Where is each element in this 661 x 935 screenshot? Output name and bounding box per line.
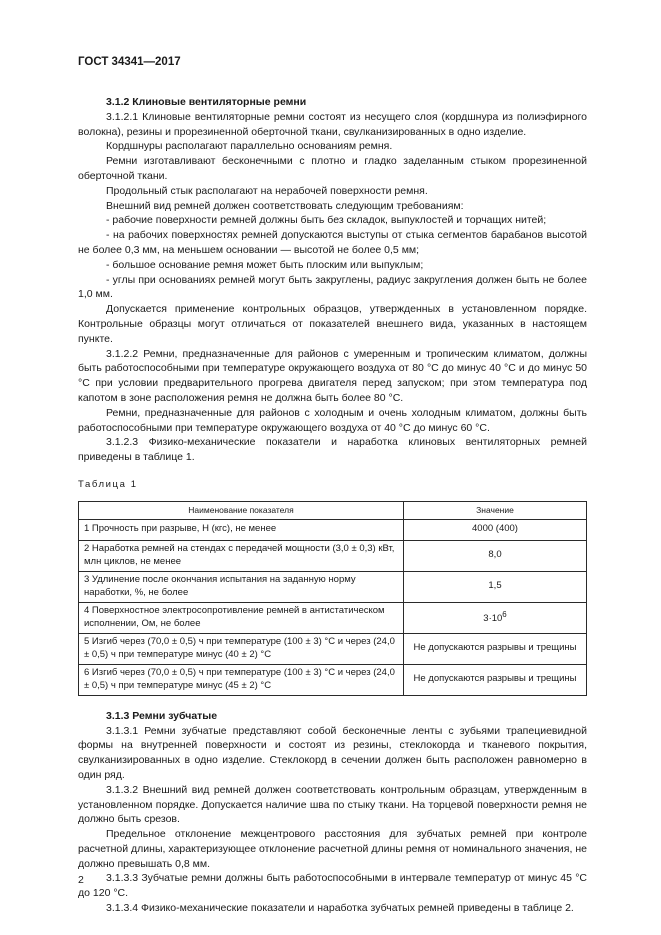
paragraph: 3.1.3.2 Внешний вид ремней должен соответствовать контрольным образцам, утвержденным в установленном порядке. Допускается наличие шва по стыку ткани. На торцевой поверхности ремня не должно быть срезов. — [78, 783, 587, 826]
list-item: - углы при основаниях ремней могут быть закруглены, радиус закругления должен быть не более 1,0 мм. — [78, 273, 587, 301]
list-item: - большое основание ремня может быть плоским или выпуклым; — [106, 258, 424, 271]
table-1 — [78, 501, 587, 696]
table-row — [79, 571, 587, 602]
paragraph: 3.1.3.1 Ремни зубчатые представляют собой бесконечные ленты с зубьями трапециевидной формы на внутренней поверхности и состоят из резины, стеклокорда и тканевого покрытия, свулканизированных в одно изделие. Стеклокорд в сечении должен быть расположен равномерно в один ряд. — [78, 724, 587, 781]
cell-name: 4 Поверхностное электросопротивление ремней в антистатическом исполнении, Ом, не более — [79, 602, 404, 633]
standard-header: ГОСТ 34341—2017 — [78, 56, 181, 68]
paragraph: Внешний вид ремней должен соответствовать следующим требованиям: — [106, 199, 464, 212]
table-row — [79, 540, 587, 571]
paragraph: Предельное отклонение межцентрового расстояния для зубчатых ремней при контроле расчетной длины, характеризующее отклонение расчетной длины ремня от номинального значения, не должно превышать 0,8 мм. — [78, 828, 587, 870]
cell-value: 1,5 — [404, 571, 587, 602]
cell-value — [404, 602, 587, 633]
document-body — [78, 95, 587, 916]
page-number: 2 — [78, 874, 84, 886]
paragraph: 3.1.2.1 Клиновые вентиляторные ремни состоят из несущего слоя (кордшнура из полиэфирного волокна), резины и прорезиненной оберточной ткани, свулканизированных в одно изделие. — [78, 110, 587, 138]
table-row — [79, 602, 587, 633]
table-caption: Таблица 1 — [78, 478, 138, 490]
cell-name: 2 Наработка ремней на стендах с передачей мощности (3,0 ± 0,3) кВт, млн циклов, не менее — [79, 540, 404, 571]
paragraph: 3.1.2.2 Ремни, предназначенные для районов с умеренным и тропическим климатом, должны быть работоспособными при температуре окружающего воздуха от 80 °С до минус 40 °С и до минус 50 °С при условии предварительного прогрева двигателя перед запуском; при этом температура под капотом в зоне расположения ремня не должна быть более 80 °С. — [78, 347, 587, 404]
table-row — [79, 664, 587, 695]
list-item: - рабочие поверхности ремней должны быть без складок, выпуклостей и торчащих нитей; — [106, 214, 547, 227]
table-header-row — [79, 501, 587, 519]
cell-name: 5 Изгиб через (70,0 ± 0,5) ч при температуре (100 ± 3) °С и через (24,0 ± 0,5) ч при температуре минус (40 ± 2) °С — [79, 633, 404, 664]
cell-value: Не допускаются разрывы и трещины — [404, 664, 587, 695]
section-heading-3-1-3: 3.1.3 Ремни зубчатые — [106, 709, 218, 722]
cell-name: 3 Удлинение после окончания испытания на заданную норму наработки, %, не более — [79, 571, 404, 602]
table-row — [79, 519, 587, 540]
value-base: 3·10 — [483, 613, 503, 625]
cell-value: 8,0 — [404, 540, 587, 571]
column-header-name: Наименование показателя — [79, 501, 404, 519]
paragraph: 3.1.2.3 Физико-механические показатели и наработка клиновых вентиляторных ремней приведены в таблице 1. — [78, 436, 587, 464]
value-exponent: 6 — [502, 610, 507, 620]
column-header-value: Значение — [404, 501, 587, 519]
list-item: - на рабочих поверхностях ремней допускаются выступы от стыка сегментов барабанов высотой не более 0,3 мм, на меньшем основании — высотой не более 0,5 мм; — [78, 229, 587, 256]
cell-value: 4000 (400) — [404, 519, 587, 540]
table-row — [79, 633, 587, 664]
paragraph: Ремни изготавливают бесконечными с плотно и гладко заделанным стыком прорезиненной оберточной ткани. — [78, 155, 587, 182]
cell-name: 6 Изгиб через (70,0 ± 0,5) ч при температуре (100 ± 3) °С и через (24,0 ± 0,5) ч при температуре минус (45 ± 2) °С — [79, 664, 404, 695]
paragraph: 3.1.3.4 Физико-механические показатели и наработка зубчатых ремней приведены в таблице 2. — [106, 902, 574, 915]
paragraph: Кордшнуры располагают параллельно основаниям ремня. — [106, 140, 393, 153]
cell-value: Не допускаются разрывы и трещины — [404, 633, 587, 664]
paragraph: Ремни, предназначенные для районов с холодным и очень холодным климатом, должны быть работоспособными при температуре окружающего воздуха от 40 °С до минус 60 °С. — [78, 406, 587, 434]
paragraph: Продольный стык располагают на нерабочей поверхности ремня. — [106, 184, 428, 197]
paragraph: Допускается применение контрольных образцов, утвержденных в установленном порядке. Контрольные образцы могут отличаться от показателей внешнего вида, указанных в настоящем пункте. — [78, 303, 587, 345]
cell-name: 1 Прочность при разрыве, Н (кгс), не менее — [79, 519, 404, 540]
paragraph: 3.1.3.3 Зубчатые ремни должны быть работоспособными в интервале температур от минус 45 °С до 120 °С. — [78, 872, 587, 900]
section-heading-3-1-2: 3.1.2 Клиновые вентиляторные ремни — [106, 96, 307, 108]
